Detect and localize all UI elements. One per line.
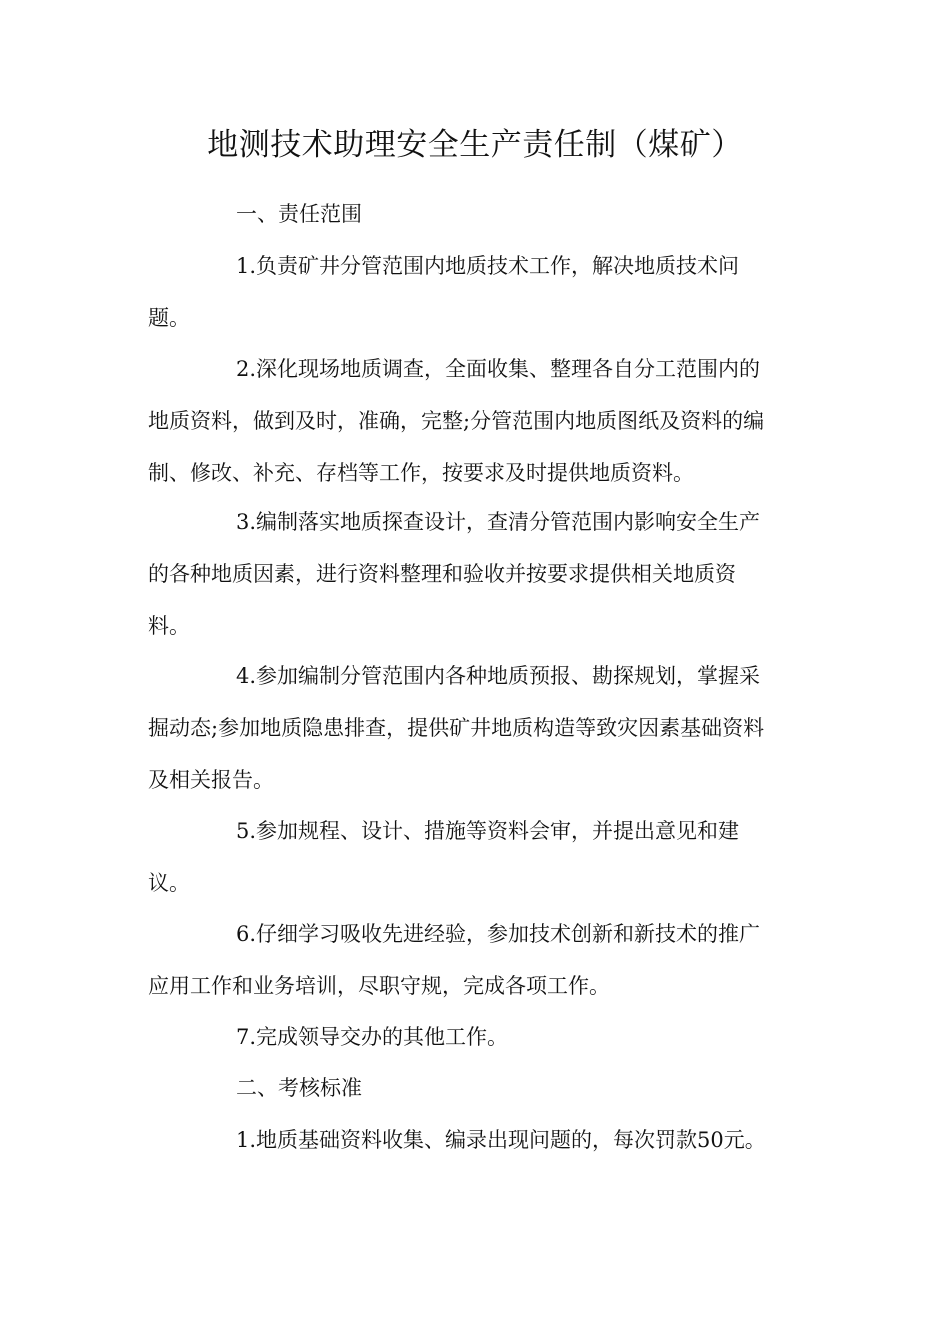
- paragraph-line: 及相关报告。: [148, 768, 274, 792]
- paragraph-line: 地质资料，做到及时，准确，完整;分管范围内地质图纸及资料的编: [148, 409, 765, 433]
- paragraph-line: 的各种地质因素，进行资料整理和验收并按要求提供相关地质资: [148, 562, 736, 586]
- responsibility-item-4: [148, 650, 808, 806]
- paragraph-line: 掘动态;参加地质隐患排查，提供矿井地质构造等致灾因素基础资料: [148, 716, 765, 740]
- paragraph-line: 6.仔细学习吸收先进经验，参加技术创新和新技术的推广: [236, 922, 761, 946]
- assessment-item-1: [148, 1114, 808, 1166]
- responsibility-item-7: [148, 1011, 808, 1063]
- paragraph-line: 4.参加编制分管范围内各种地质预报、勘探规划，掌握采: [236, 664, 761, 688]
- responsibility-item-1: [148, 240, 808, 344]
- paragraph-line: 应用工作和业务培训，尽职守规，完成各项工作。: [148, 974, 610, 998]
- section-heading-text: 一、责任范围: [236, 202, 362, 226]
- responsibility-item-5: [148, 805, 808, 909]
- responsibility-item-2: [148, 343, 808, 499]
- responsibility-item-6: [148, 908, 808, 1012]
- paragraph-line: 5.参加规程、设计、措施等资料会审，并提出意见和建: [236, 819, 740, 843]
- paragraph-line: 1.负责矿井分管范围内地质技术工作，解决地质技术问: [236, 254, 740, 278]
- paragraph-line: 1.地质基础资料收集、编录出现问题的，每次罚款50元。: [236, 1128, 766, 1152]
- paragraph-line: 制、修改、补充、存档等工作，按要求及时提供地质资料。: [148, 461, 694, 485]
- document-title: 地测技术助理安全生产责任制（煤矿）: [207, 127, 743, 163]
- responsibility-item-3: [148, 496, 808, 652]
- paragraph-line: 3.编制落实地质探查设计，查清分管范围内影响安全生产: [236, 510, 761, 534]
- paragraph-line: 2.深化现场地质调查，全面收集、整理各自分工范围内的: [236, 357, 761, 381]
- section-heading-responsibility: [148, 188, 808, 240]
- paragraph-line: 题。: [148, 306, 190, 330]
- section-heading-text: 二、考核标准: [236, 1076, 362, 1100]
- paragraph-line: 议。: [148, 871, 190, 895]
- section-heading-assessment: [148, 1062, 808, 1114]
- paragraph-line: 7.完成领导交办的其他工作。: [236, 1025, 509, 1049]
- paragraph-line: 料。: [148, 614, 190, 638]
